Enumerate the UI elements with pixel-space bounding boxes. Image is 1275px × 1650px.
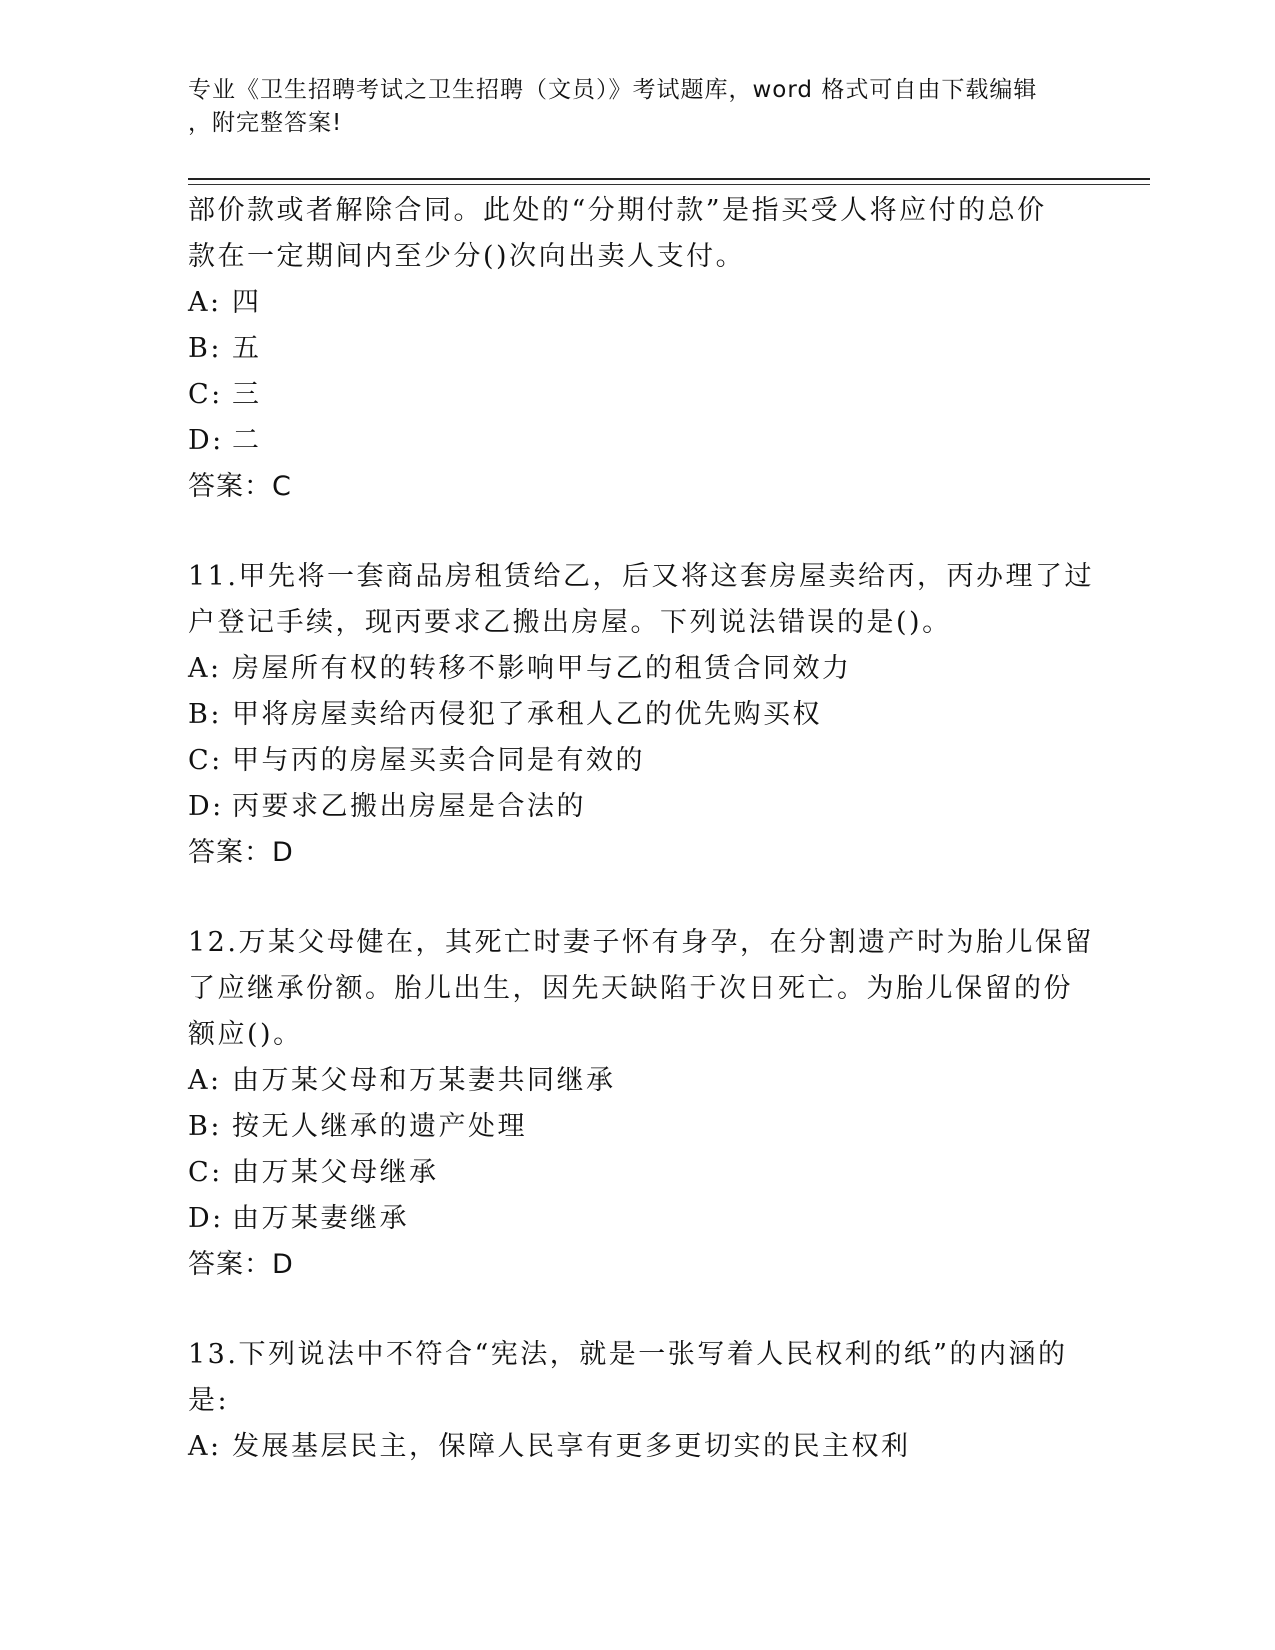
- option-text: 四: [232, 287, 262, 318]
- question-stem-line: 款在一定期间内至少分()次向出卖人支付。: [188, 241, 746, 272]
- option-letter: B:: [188, 1111, 222, 1142]
- answer-line: 答案：C: [188, 471, 292, 502]
- option-letter: A:: [188, 1065, 222, 1096]
- option-text: 丙要求乙搬出房屋是合法的: [232, 791, 586, 822]
- header-line-2: ，附完整答案!: [188, 110, 343, 136]
- header-divider-thin: [188, 184, 1150, 185]
- question-13: [188, 1332, 1088, 1470]
- option-letter: D:: [188, 1203, 224, 1234]
- option-letter: A:: [188, 1431, 222, 1462]
- option-d: [188, 418, 1088, 464]
- option-c: [188, 1150, 1088, 1196]
- question-stem-line: 11.甲先将一套商品房租赁给乙，后又将这套房屋卖给丙，丙办理了过: [188, 561, 1094, 592]
- spacer: [188, 876, 1088, 920]
- question-stem-line: 13.下列说法中不符合“宪法，就是一张写着人民权利的纸”的内涵的: [188, 1339, 1068, 1370]
- option-d: [188, 1196, 1088, 1242]
- option-text: 五: [232, 333, 262, 364]
- option-d: [188, 784, 1088, 830]
- question-stem-line: 12.万某父母健在，其死亡时妻子怀有身孕，在分割遗产时为胎儿保留: [188, 927, 1094, 958]
- option-letter: B:: [188, 699, 222, 730]
- spacer: [188, 1288, 1088, 1332]
- option-text: 甲与丙的房屋买卖合同是有效的: [232, 745, 645, 776]
- question-list: [188, 188, 1094, 1470]
- spacer: [188, 510, 1088, 554]
- option-letter: C:: [188, 745, 223, 776]
- option-c: [188, 372, 1088, 418]
- option-letter: D:: [188, 425, 224, 456]
- question-stem-line: 额应()。: [188, 1019, 303, 1050]
- question-stem-line: 户登记手续，现丙要求乙搬出房屋。下列说法错误的是()。: [188, 607, 952, 638]
- option-b: [188, 1104, 1088, 1150]
- option-text: 二: [232, 425, 262, 456]
- option-c: [188, 738, 1088, 784]
- option-b: [188, 692, 1088, 738]
- option-a: [188, 280, 1088, 326]
- option-a: [188, 646, 1088, 692]
- option-letter: A:: [188, 287, 222, 318]
- question-11: [188, 554, 1094, 876]
- option-a: [188, 1424, 1088, 1470]
- option-text: 甲将房屋卖给丙侵犯了承租人乙的优先购买权: [232, 699, 822, 730]
- option-text: 发展基层民主，保障人民享有更多更切实的民主权利: [232, 1431, 911, 1462]
- option-a: [188, 1058, 1088, 1104]
- header-line-1: 专业《卫生招聘考试之卫生招聘（文员）》考试题库，word 格式可自由下载编辑: [188, 77, 1038, 103]
- question-stem-line: 是:: [188, 1385, 230, 1416]
- option-text: 由万某父母继承: [232, 1157, 439, 1188]
- option-letter: D:: [188, 791, 224, 822]
- answer-line: 答案：D: [188, 1249, 294, 1280]
- option-text: 房屋所有权的转移不影响甲与乙的租赁合同效力: [232, 653, 852, 684]
- option-letter: C:: [188, 379, 223, 410]
- option-letter: A:: [188, 653, 222, 684]
- page-header: [188, 74, 1088, 140]
- question-12: [188, 920, 1094, 1288]
- question-10: [188, 188, 1088, 510]
- option-text: 三: [232, 379, 262, 410]
- header-divider-thick: [188, 178, 1150, 180]
- option-b: [188, 326, 1088, 372]
- option-text: 由万某父母和万某妻共同继承: [232, 1065, 616, 1096]
- option-letter: C:: [188, 1157, 223, 1188]
- question-stem-line: 了应继承份额。胎儿出生，因先天缺陷于次日死亡。为胎儿保留的份: [188, 973, 1073, 1004]
- question-stem-line: 部价款或者解除合同。此处的“分期付款”是指买受人将应付的总价: [188, 195, 1047, 226]
- option-text: 由万某妻继承: [232, 1203, 409, 1234]
- option-letter: B:: [188, 333, 222, 364]
- option-text: 按无人继承的遗产处理: [232, 1111, 527, 1142]
- answer-line: 答案：D: [188, 837, 294, 868]
